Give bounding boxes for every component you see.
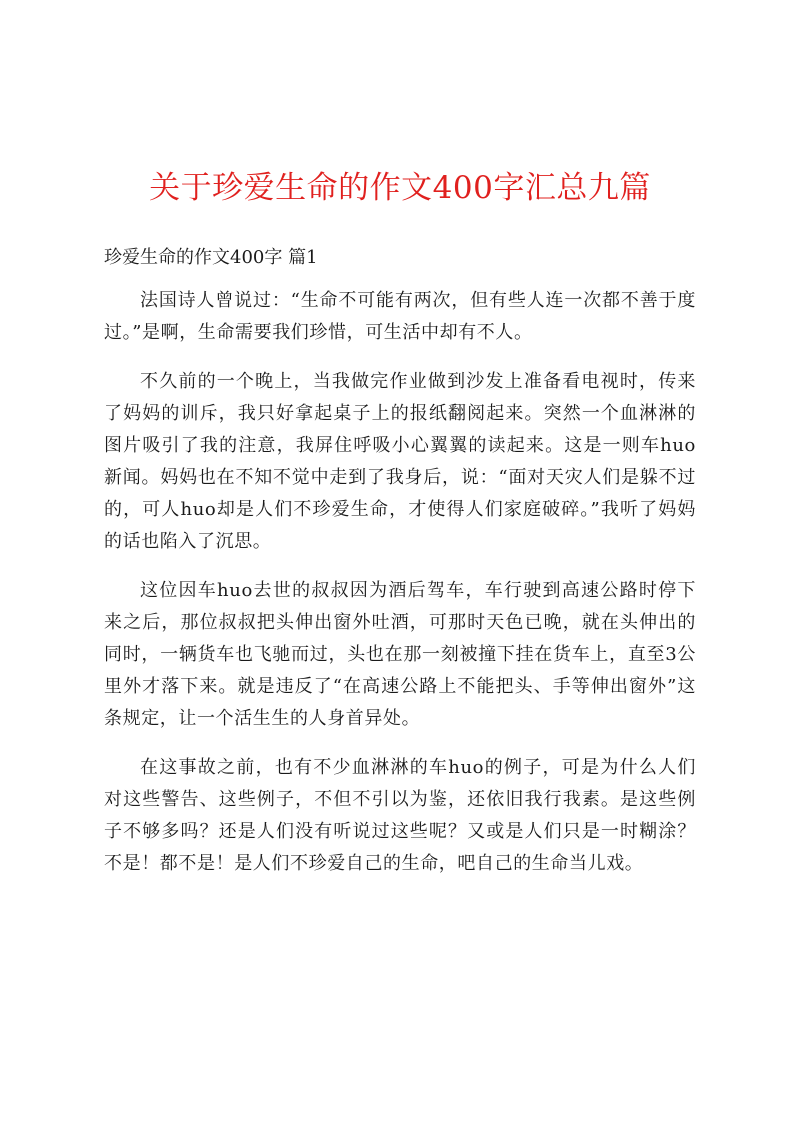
paragraph: 在这事故之前，也有不少血淋淋的车huo的例子，可是为什么人们对这些警告、这些例子，不但不引以为鉴，还依旧我行我素。是这些例子不够多吗？还是人们没有听说过这些呢？又或是人们只是一时糊涂？不是！都不是！是人们不珍爱自己的生命，吧自己的生命当儿戏。: [104, 757, 696, 874]
paragraph: 这位因车huo去世的叔叔因为酒后驾车，车行驶到高速公路时停下来之后，那位叔叔把头伸出窗外吐酒，可那时天色已晚，就在头伸出的同时，一辆货车也飞驰而过，头也在那一刻被撞下挂在货车上，直至3公里外才落下来。就是违反了“在高速公路上不能把头、手等伸出窗外”这条规定，让一个活生生的人身首异处。: [104, 580, 696, 729]
section-heading: 珍爱生命的作文400字 篇1: [104, 247, 318, 268]
document-body: [104, 285, 696, 897]
paragraph: 法国诗人曾说过：“生命不可能有两次，但有些人连一次都不善于度过。”是啊，生命需要我们珍惜，可生活中却有不人。: [104, 290, 696, 343]
document-title: 关于珍爱生命的作文400字汇总九篇: [149, 170, 651, 206]
paragraph: 不久前的一个晚上，当我做完作业做到沙发上准备看电视时，传来了妈妈的训斥，我只好拿起桌子上的报纸翻阅起来。突然一个血淋淋的图片吸引了我的注意，我屏住呼吸小心翼翼的读起来。这是一则车huo新闻。妈妈也在不知不觉中走到了我身后，说：“面对天灾人们是躲不过的，可人huo却是人们不珍爱生命，才使得人们家庭破碎。”我听了妈妈的话也陷入了沉思。: [104, 371, 696, 552]
